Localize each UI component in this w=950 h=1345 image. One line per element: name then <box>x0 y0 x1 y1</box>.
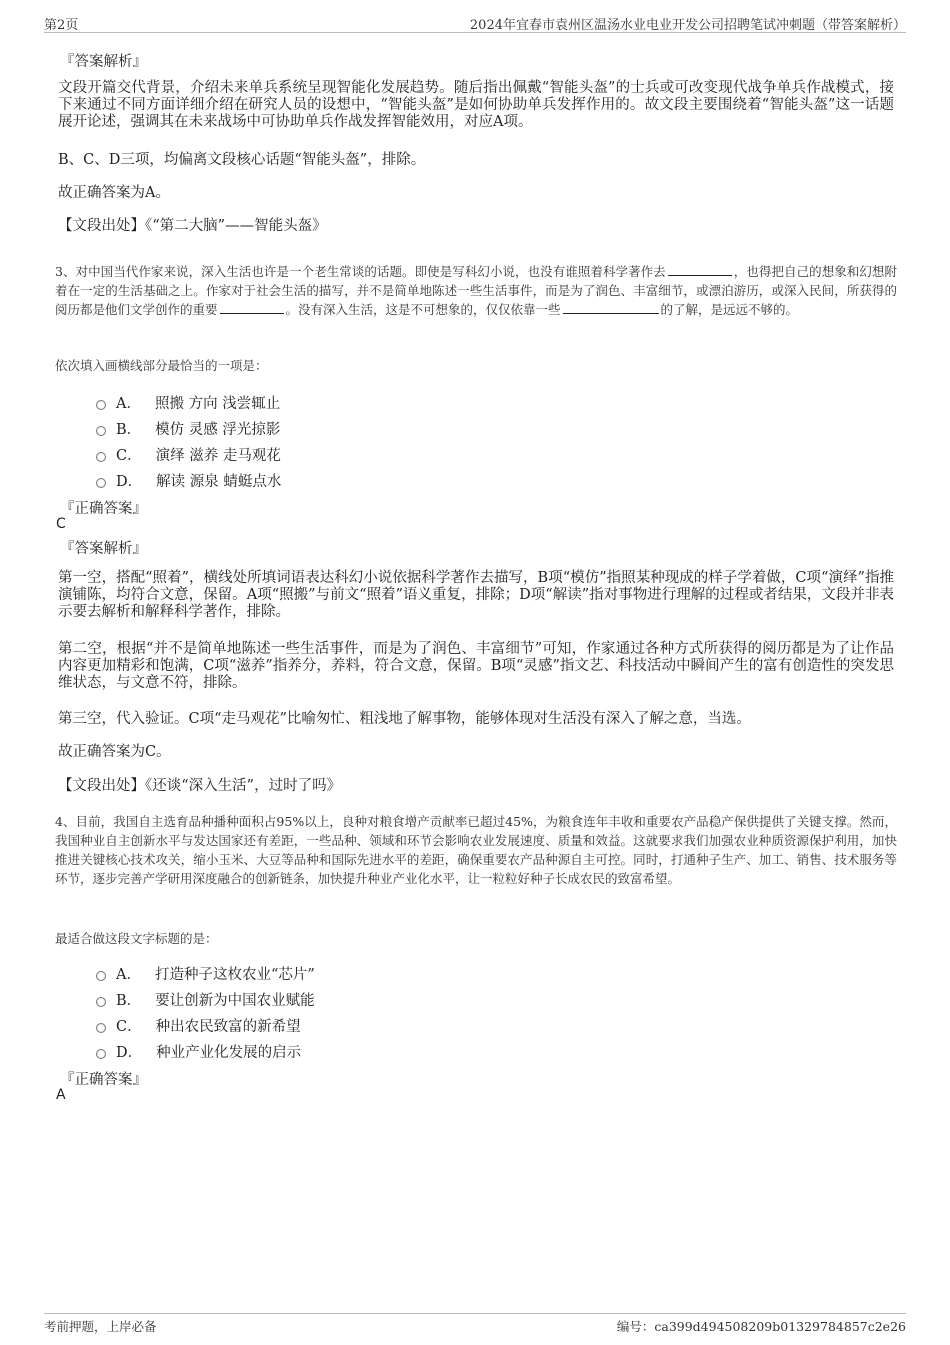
source-citation: 【文段出处】《“第二大脑”——智能头盔》 <box>58 218 327 234</box>
fill-blank <box>220 301 284 314</box>
analysis-paragraph: B、C、D三项，均偏离文段核心话题“智能头盔”，排除。 <box>58 152 426 168</box>
radio-button[interactable] <box>96 426 106 436</box>
correct-answer-label: 『正确答案』 <box>60 1072 147 1088</box>
question-4-option-a[interactable]: A． 打造种子这枚农业“芯片” <box>96 963 315 984</box>
analysis-paragraph: 第二空，根据“并不是简单地陈述一些生活事件，而是为了润色、丰富细节”可知，作家通过各种方式所获得的阅历都是为了让作品内容更加精彩和饱满，C项“滋养”指养分，养料，符合文意，保留。B项“灵感”指文艺、科技活动中瞬间产生的富有创造性的突发思维状态，与文意不符，排除。 <box>58 641 894 691</box>
radio-button[interactable] <box>96 400 106 410</box>
analysis-paragraph: 故正确答案为A。 <box>58 185 170 201</box>
question-3-option-a[interactable]: A． 照搬 方向 浅尝辄止 <box>96 392 280 413</box>
question-4-text: 4、目前，我国自主选育品种播种面积占95%以上，良种对粮食增产贡献率已超过45%，为粮食连年丰收和重要农产品稳产保供提供了关键支撑。然而，我国种业自主创新水平与发达国家还有差距，一些品种、领域和环节会影响农业发展速度、质量和效益。这就要求我们加强农业种质资源保护利用，加快推进关键核心技术攻关，缩小玉米、大豆等品种和国际先进水平的差距，确保重要农产品种源自主可控。同时，打通种子生产、加工、销售、技术服务等环节，逐步完善产学研用深度融合的创新链条，加快提升种业产业化水平，让一粒粒好种子长成农民的致富希望。 <box>55 814 897 886</box>
document-id: 编号：ca399d494508209b01329784857c2e26 <box>616 1319 906 1334</box>
source-citation: 【文段出处】《还谈“深入生活”，过时了吗》 <box>58 778 342 794</box>
footer-slogan: 考前押题，上岸必备 <box>44 1319 157 1334</box>
analysis-paragraph: 第一空，搭配“照着”，横线处所填词语表达科幻小说依据科学著作去描写，B项“模仿”指照某种现成的样子学着做，C项“演绎”指推演铺陈，均符合文意，保留。A项“照搬”与前文“照着”语义重复，排除；D项“解读”指对事物进行理解的过程或者结果，文段并非表示要去解析和解释科学著作，排除。 <box>58 570 894 620</box>
radio-button[interactable] <box>96 997 106 1007</box>
question-3-option-c[interactable]: C． 演绎 滋养 走马观花 <box>96 444 281 465</box>
fill-blank <box>668 263 732 276</box>
radio-button[interactable] <box>96 1049 106 1059</box>
question-4-prompt: 最适合做这段文字标题的是： <box>55 931 218 946</box>
question-4-option-b[interactable]: B． 要让创新为中国农业赋能 <box>96 989 315 1010</box>
question-3-prompt: 依次填入画横线部分最恰当的一项是： <box>55 358 268 373</box>
radio-button[interactable] <box>96 452 106 462</box>
question-3-option-b[interactable]: B． 模仿 灵感 浮光掠影 <box>96 418 280 439</box>
radio-button[interactable] <box>96 478 106 488</box>
question-3-option-d[interactable]: D． 解读 源泉 蜻蜓点水 <box>96 470 281 491</box>
page-footer <box>44 1313 906 1334</box>
analysis-label: 『答案解析』 <box>60 541 147 557</box>
analysis-paragraph: 文段开篇交代背景，介绍未来单兵系统呈现智能化发展趋势。随后指出佩戴“智能头盔”的士兵或可改变现代战争单兵作战模式，接下来通过不同方面详细介绍在研究人员的设想中，“智能头盔”是如何协助单兵发挥作用的。故文段主要围绕着“智能头盔”这一话题展开论述，强调其在未来战场中可协助单兵作战发挥智能效用，对应A项。 <box>58 80 894 130</box>
correct-answer: C <box>56 516 66 532</box>
radio-button[interactable] <box>96 1023 106 1033</box>
page-number: 第2页 <box>44 18 79 33</box>
document-title: 2024年宜春市袁州区温汤水业电业开发公司招聘笔试冲刺题（带答案解析） <box>469 18 906 33</box>
analysis-paragraph: 第三空，代入验证。C项“走马观花”比喻匆忙、粗浅地了解事物，能够体现对生活没有深入了解之意，当选。 <box>58 711 751 727</box>
question-3-text: 3、对中国当代作家来说，深入生活也许是一个老生常谈的话题。即使是写科幻小说，也没有谁照着科学著作去 ，也得把自己的想象和幻想附着在一定的生活基础之上。作家对于社会生活的描写，并不是简单地陈述一些生活事件，而是为了润色、丰富细节，或漂泊游历，或深入民间，所获得的阅历都是他们文学创作的重要 。没有深入生活，这是不可想象的，仅仅依靠一些 的了解，是远远不够的。 <box>55 264 897 317</box>
fill-blank <box>563 301 659 314</box>
analysis-paragraph: 故正确答案为C。 <box>58 744 171 760</box>
correct-answer: A <box>56 1087 66 1103</box>
question-4-option-d[interactable]: D． 种业产业化发展的启示 <box>96 1041 301 1062</box>
analysis-label: 『答案解析』 <box>60 54 147 70</box>
correct-answer-label: 『正确答案』 <box>60 501 147 517</box>
page-header <box>44 14 906 33</box>
question-4-option-c[interactable]: C． 种出农民致富的新希望 <box>96 1015 301 1036</box>
radio-button[interactable] <box>96 971 106 981</box>
